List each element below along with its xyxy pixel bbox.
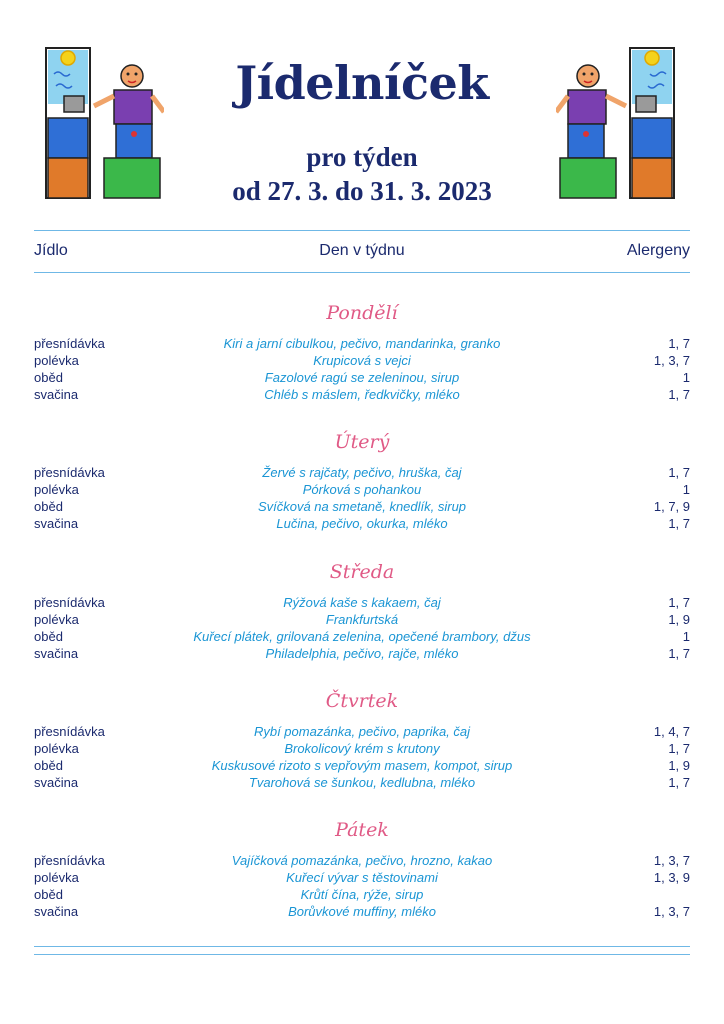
menu-row	[34, 352, 690, 369]
allergens: 1	[682, 370, 690, 385]
dish: Kuřecí plátek, grilovaná zelenina, opečené brambory, džus	[193, 629, 531, 644]
dish: Kuskusové rizoto s vepřovým masem, kompot, sirup	[211, 758, 513, 773]
meal-type: polévka	[34, 741, 79, 756]
meal-type: oběd	[34, 758, 63, 773]
menu-row	[34, 594, 690, 611]
dish: Rybí pomazánka, pečivo, paprika, čaj	[253, 724, 471, 739]
dish: Vajíčková pomazánka, pečivo, hrozno, kakao	[231, 853, 493, 868]
dish: Philadelphia, pečivo, rajče, mléko	[265, 646, 459, 661]
page-title: Jídelníček	[235, 56, 489, 110]
allergens: 1, 7	[668, 741, 690, 756]
column-header-meal: Jídlo	[34, 242, 68, 259]
allergens: 1, 3, 7	[653, 853, 690, 868]
meal-type: oběd	[34, 370, 63, 385]
meal-type: polévka	[34, 870, 79, 885]
allergens: 1, 4, 7	[653, 724, 690, 739]
allergens: 1, 3, 7	[653, 353, 690, 368]
dish: Frankfurtská	[325, 612, 399, 627]
menu-row	[34, 723, 690, 740]
menu-row	[34, 645, 690, 662]
allergens: 1, 9	[668, 758, 690, 773]
meal-type: přesnídávka	[34, 853, 105, 868]
subtitle-week: pro týden	[306, 142, 418, 172]
allergens: 1, 7	[668, 465, 690, 480]
meal-type: polévka	[34, 482, 79, 497]
meal-type: svačina	[34, 775, 79, 790]
menu-row	[34, 903, 690, 920]
menu-row	[34, 852, 690, 869]
menu-row	[34, 369, 690, 386]
dish: Borůvkové muffiny, mléko	[288, 904, 436, 919]
dish: Pórková s pohankou	[302, 482, 422, 497]
dish: Kiri a jarní cibulkou, pečivo, mandarinka, granko	[223, 336, 501, 351]
column-header-day: Den v týdnu	[319, 242, 405, 259]
meal-type: polévka	[34, 353, 79, 368]
meal-type: přesnídávka	[34, 465, 105, 480]
menu-row	[34, 869, 690, 886]
allergens: 1, 3, 9	[653, 870, 690, 885]
meal-type: přesnídávka	[34, 336, 105, 351]
allergens: 1, 3, 7	[653, 904, 690, 919]
menu-row	[34, 774, 690, 791]
dish: Lučina, pečivo, okurka, mléko	[276, 516, 448, 531]
menu-row	[34, 498, 690, 515]
allergens: 1, 7	[668, 646, 690, 661]
divider-top	[34, 230, 690, 231]
menu-row	[34, 464, 690, 481]
dish: Krupicová s vejci	[313, 353, 411, 368]
meal-type: svačina	[34, 516, 79, 531]
allergens: 1, 7	[668, 595, 690, 610]
dish: Chléb s máslem, ředkvičky, mléko	[264, 387, 460, 402]
day-title-wednesday: Středa	[329, 561, 395, 583]
day-title-monday: Pondělí	[326, 302, 398, 324]
menu-row	[34, 515, 690, 532]
allergens: 1	[682, 629, 690, 644]
allergens: 1, 7	[668, 516, 690, 531]
menu-row	[34, 740, 690, 757]
dish: Fazolové ragú se zeleninou, sirup	[264, 370, 460, 385]
menu-row	[34, 335, 690, 352]
divider-header	[34, 272, 690, 273]
divider-bottom-1	[34, 946, 690, 947]
day-title-thursday: Čtvrtek	[325, 690, 399, 712]
menu-row	[34, 481, 690, 498]
allergens: 1, 7	[668, 336, 690, 351]
column-header-allergens: Alergeny	[626, 242, 690, 259]
day-title-tuesday: Úterý	[334, 431, 390, 453]
dish: Tvarohová se šunkou, kedlubna, mléko	[248, 775, 476, 790]
allergens: 1, 7, 9	[653, 499, 690, 514]
allergens: 1, 7	[668, 387, 690, 402]
meal-type: polévka	[34, 612, 79, 627]
day-title-friday: Pátek	[335, 819, 389, 841]
meal-type: oběd	[34, 499, 63, 514]
dish: Krůtí čína, rýže, sirup	[300, 887, 424, 902]
dish: Žervé s rajčaty, pečivo, hruška, čaj	[262, 465, 462, 480]
menu-row	[34, 757, 690, 774]
dish: Rýžová kaše s kakaem, čaj	[283, 595, 441, 610]
meal-type: přesnídávka	[34, 595, 105, 610]
allergens: 1, 9	[668, 612, 690, 627]
dish: Brokolicový krém s krutony	[284, 741, 440, 756]
dish: Svíčková na smetaně, knedlík, sirup	[257, 499, 467, 514]
meal-type: přesnídávka	[34, 724, 105, 739]
menu-row	[34, 886, 690, 903]
meal-type: svačina	[34, 646, 79, 661]
subtitle-date-range: od 27. 3. do 31. 3. 2023	[232, 176, 492, 206]
divider-bottom-2	[34, 954, 690, 955]
menu-row	[34, 628, 690, 645]
meal-type: svačina	[34, 387, 79, 402]
meal-type: oběd	[34, 887, 63, 902]
allergens: 1, 7	[668, 775, 690, 790]
menu-row	[34, 386, 690, 403]
allergens: 1	[682, 482, 690, 497]
meal-type: svačina	[34, 904, 79, 919]
menu-row	[34, 611, 690, 628]
dish: Kuřecí vývar s těstovinami	[286, 870, 438, 885]
meal-type: oběd	[34, 629, 63, 644]
